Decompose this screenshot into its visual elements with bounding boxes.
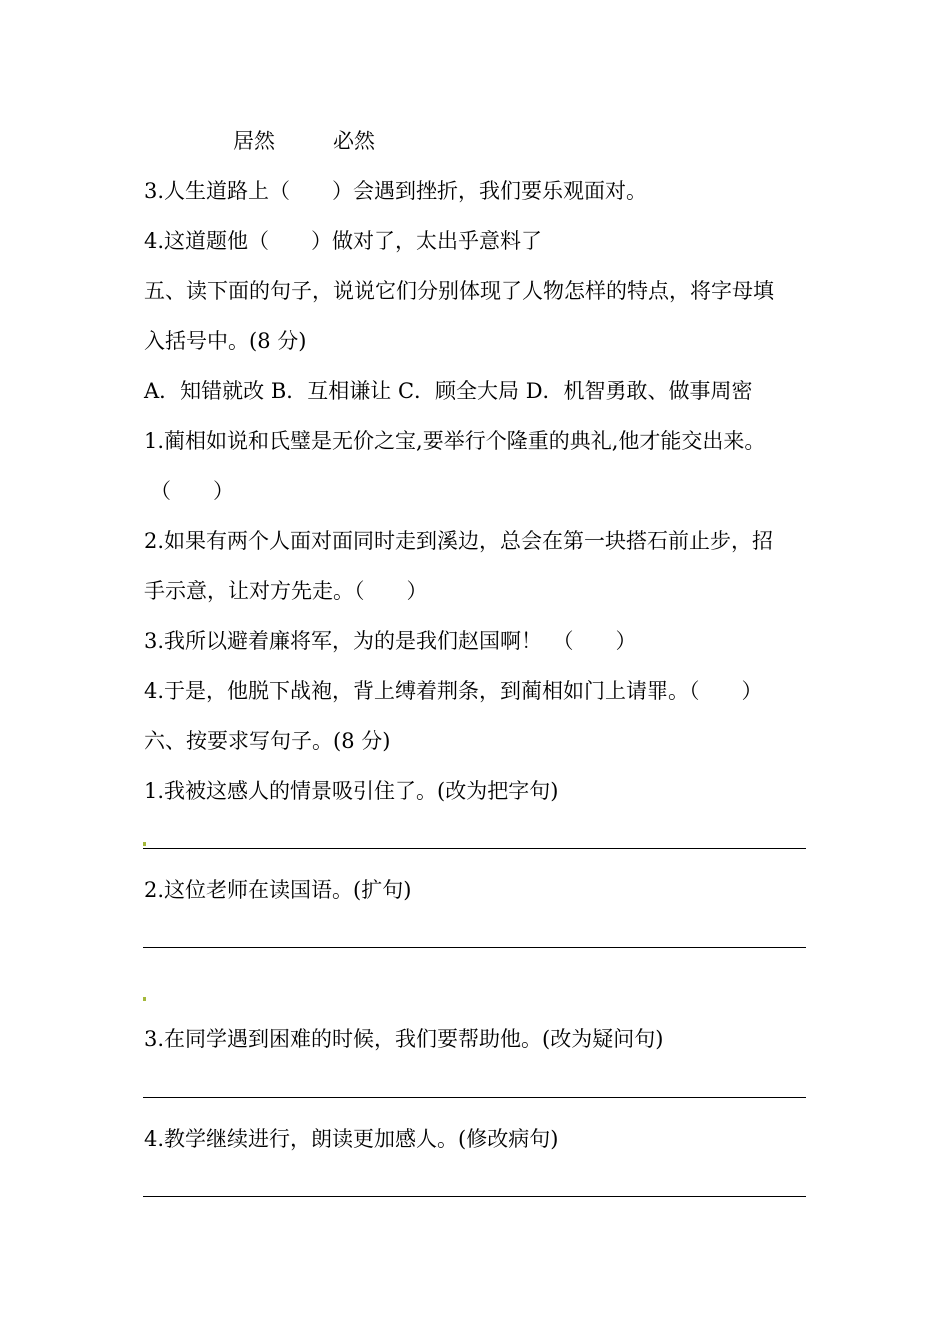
word-choice-2: 必然 bbox=[333, 129, 375, 153]
section6-item-2: 2.这位老师在读国语。(扩句) bbox=[144, 878, 412, 902]
section5-options: A．知错就改 B．互相谦让 C．顾全大局 D．机智勇敢、做事周密 bbox=[144, 379, 753, 403]
section6-heading: 六、按要求写句子。(8 分) bbox=[144, 729, 391, 753]
fill-in-item-3: 3.人生道路上（ ）会遇到挫折，我们要乐观面对。 bbox=[144, 179, 648, 203]
section5-heading-line2: 入括号中。(8 分) bbox=[144, 329, 307, 353]
section6-item-3: 3.在同学遇到困难的时候，我们要帮助他。(改为疑问句) bbox=[144, 1027, 664, 1051]
section5-item-4: 4.于是，他脱下战袍，背上缚着荆条，到蔺相如门上请罪。（ ） bbox=[144, 679, 763, 703]
section6-item-4: 4.教学继续进行，朗读更加感人。(修改病句) bbox=[144, 1127, 559, 1151]
section5-item-3: 3.我所以避着廉将军，为的是我们赵国啊！ （ ） bbox=[144, 629, 637, 653]
fill-in-item-4: 4.这道题他（ ）做对了，太出乎意料了 bbox=[144, 229, 543, 253]
scan-dot bbox=[143, 842, 146, 846]
section5-item-1: 1.蔺相如说和氏璧是无价之宝,要举行个隆重的典礼,他才能交出来。 bbox=[144, 429, 766, 453]
section5-item-2-line1: 2.如果有两个人面对面同时走到溪边，总会在第一块搭石前止步，招 bbox=[144, 529, 774, 553]
answer-line-3 bbox=[143, 1097, 806, 1098]
word-choice-1: 居然 bbox=[233, 129, 275, 153]
scan-dot bbox=[143, 997, 146, 1001]
section6-item-1: 1.我被这感人的情景吸引住了。(改为把字句) bbox=[144, 779, 559, 803]
section5-item-1-answer-blank: （ ） bbox=[150, 479, 234, 503]
answer-line-4 bbox=[143, 1196, 806, 1197]
answer-line-2 bbox=[143, 947, 806, 948]
section5-heading-line1: 五、读下面的句子，说说它们分别体现了人物怎样的特点，将字母填 bbox=[144, 279, 774, 303]
answer-line-1 bbox=[143, 848, 806, 849]
section5-item-2-line2: 手示意，让对方先走。（ ） bbox=[144, 579, 428, 603]
